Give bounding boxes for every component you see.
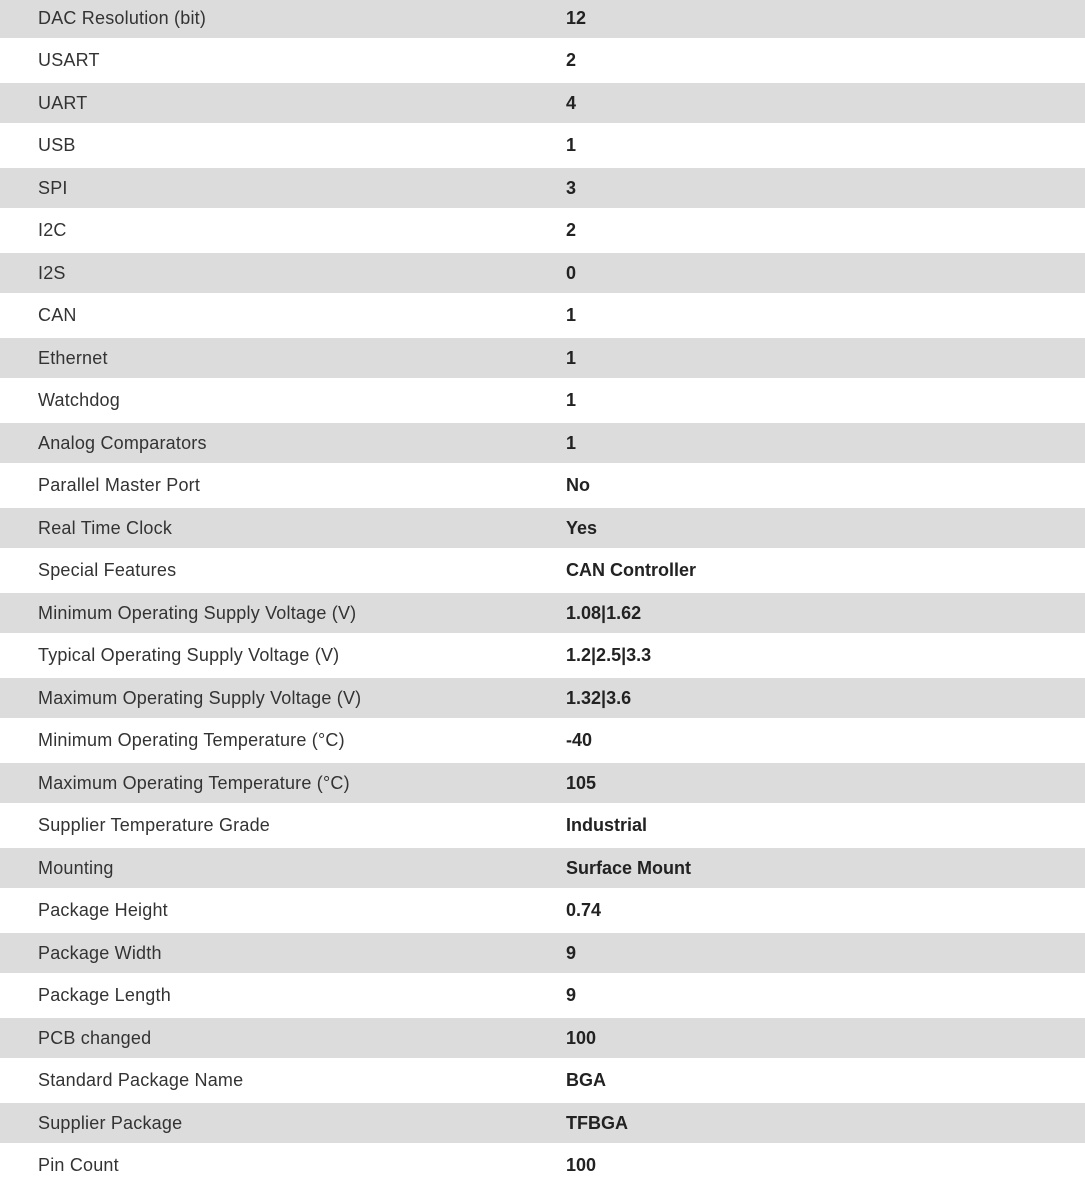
spec-label: UART [38, 92, 88, 113]
spec-label: Minimum Operating Supply Voltage (V) [38, 602, 357, 623]
spec-row [0, 888, 1085, 933]
spec-label: Pin Count [38, 1155, 119, 1175]
spec-value: 9 [566, 985, 577, 1005]
spec-label: Standard Package Name [38, 1070, 244, 1090]
spec-value: BGA [566, 1070, 606, 1090]
spec-value: 1 [566, 432, 577, 453]
spec-row [0, 463, 1085, 508]
spec-label: CAN [38, 305, 77, 325]
spec-row [0, 423, 1085, 463]
spec-row [0, 803, 1085, 848]
spec-label: Ethernet [38, 347, 108, 368]
spec-row [0, 293, 1085, 338]
spec-value: Surface Mount [566, 857, 692, 878]
spec-label: DAC Resolution (bit) [38, 7, 207, 28]
spec-row [0, 678, 1085, 718]
spec-value: 1.32|3.6 [566, 687, 632, 708]
spec-value: 9 [566, 942, 577, 963]
spec-value: TFBGA [566, 1112, 628, 1133]
spec-value: 0.74 [566, 900, 602, 920]
spec-label: Package Length [38, 985, 171, 1005]
spec-row [0, 1143, 1085, 1188]
spec-row [0, 168, 1085, 208]
spec-value: 0 [566, 262, 577, 283]
spec-value: 1.08|1.62 [566, 602, 642, 623]
spec-row [0, 973, 1085, 1018]
spec-row [0, 338, 1085, 378]
spec-value: 1 [566, 135, 577, 155]
spec-row [0, 38, 1085, 83]
spec-label: Real Time Clock [38, 517, 173, 538]
spec-row [0, 763, 1085, 803]
spec-row [0, 508, 1085, 548]
spec-value: CAN Controller [566, 560, 696, 580]
spec-label: Minimum Operating Temperature (°C) [38, 730, 345, 750]
spec-value: 3 [566, 177, 577, 198]
spec-label: Parallel Master Port [38, 475, 201, 495]
spec-label: Typical Operating Supply Voltage (V) [38, 645, 340, 665]
spec-label: Special Features [38, 560, 177, 580]
spec-label: I2S [38, 262, 66, 283]
spec-value: No [566, 475, 590, 495]
spec-row [0, 933, 1085, 973]
spec-label: Mounting [38, 857, 114, 878]
spec-value: Industrial [566, 815, 648, 835]
spec-value: 100 [566, 1027, 597, 1048]
spec-label: PCB changed [38, 1027, 152, 1048]
spec-label: Analog Comparators [38, 432, 207, 453]
spec-row [0, 633, 1085, 678]
spec-label: Package Height [38, 900, 168, 920]
spec-value: 1 [566, 390, 577, 410]
spec-label: Maximum Operating Supply Voltage (V) [38, 687, 362, 708]
spec-row [0, 1058, 1085, 1103]
spec-label: USART [38, 50, 100, 70]
spec-row [0, 253, 1085, 293]
spec-label: Supplier Temperature Grade [38, 815, 270, 835]
spec-label: Supplier Package [38, 1112, 183, 1133]
spec-value: 12 [566, 7, 587, 28]
spec-row [0, 1103, 1085, 1143]
spec-label: Package Width [38, 942, 162, 963]
spec-value: -40 [566, 730, 593, 750]
spec-value: 105 [566, 772, 597, 793]
spec-row [0, 0, 1085, 38]
spec-value: 2 [566, 220, 577, 240]
spec-row [0, 378, 1085, 423]
spec-row [0, 718, 1085, 763]
spec-row [0, 593, 1085, 633]
spec-row [0, 83, 1085, 123]
spec-label: Maximum Operating Temperature (°C) [38, 772, 350, 793]
spec-row [0, 848, 1085, 888]
spec-value: 100 [566, 1155, 597, 1175]
spec-label: I2C [38, 220, 67, 240]
spec-value: Yes [566, 517, 598, 538]
spec-value: 1 [566, 305, 577, 325]
spec-value: 1.2|2.5|3.3 [566, 645, 652, 665]
spec-row [0, 123, 1085, 168]
spec-row [0, 1018, 1085, 1058]
spec-row [0, 548, 1085, 593]
spec-value: 1 [566, 347, 577, 368]
spec-value: 4 [566, 92, 577, 113]
spec-label: USB [38, 135, 76, 155]
spec-row [0, 208, 1085, 253]
spec-value: 2 [566, 50, 577, 70]
spec-label: Watchdog [38, 390, 120, 410]
spec-label: SPI [38, 177, 68, 198]
